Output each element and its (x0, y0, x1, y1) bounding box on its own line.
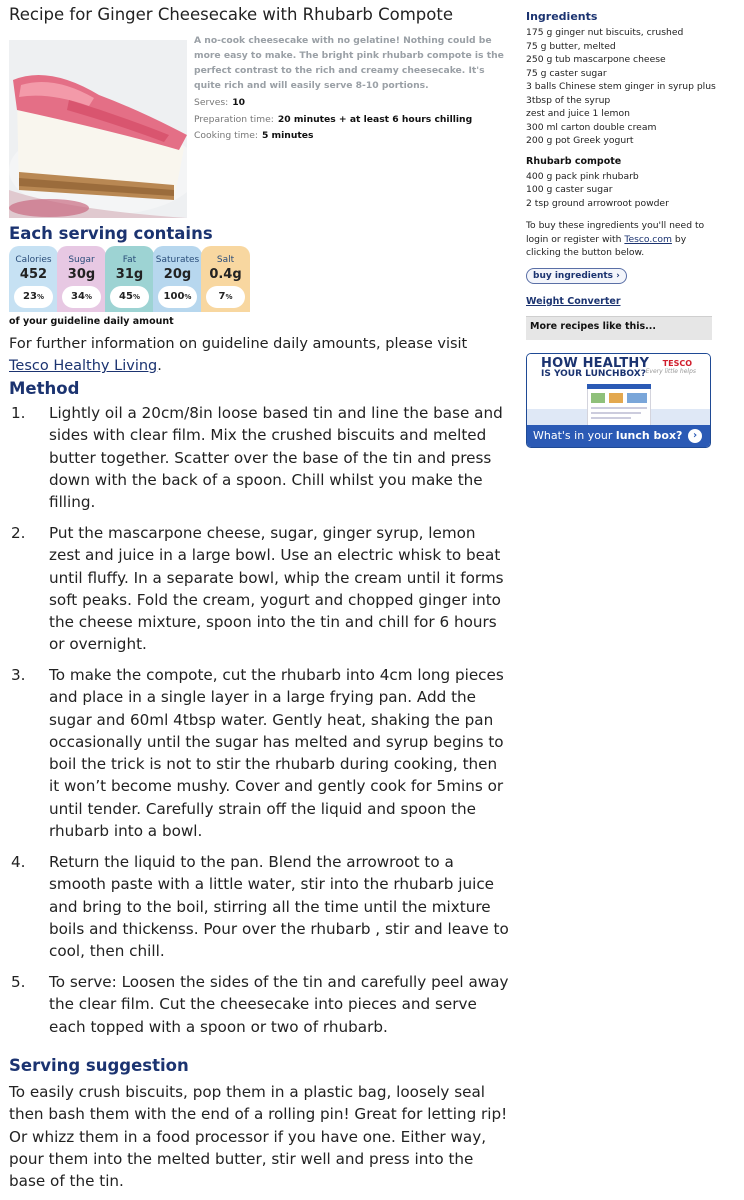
compote-heading: Rhubarb compote (526, 155, 622, 167)
gda-percent: 45% (110, 286, 149, 308)
screenshot-thumbnail-icon (587, 384, 651, 426)
sidebar (526, 10, 716, 448)
page-title: Recipe for Ginger Cheesecake with Rhubarb Compote (9, 5, 453, 24)
serves-label: Serves: (194, 97, 229, 108)
ingredient-item: 200 g pot Greek yogurt (526, 135, 634, 146)
banner-cta: What's in your lunch box? › (527, 425, 710, 447)
step-text: Lightly oil a 20cm/8in loose based tin and line the base and sides with clear film. Mix the crushed biscuits and melted butter together. Scatter over the base of the tin and press down with the back of a spoon. Chill whilst you make the filling. (49, 404, 503, 512)
gda-sugar (57, 246, 106, 312)
gda-label: Salt (216, 255, 235, 265)
ingredient-item: 3 balls Chinese stem ginger in syrup plus (526, 81, 716, 92)
serving-suggestion-heading: Serving suggestion (9, 1056, 189, 1075)
gda-percent: 34% (62, 286, 101, 308)
tesco-com-link[interactable]: Tesco.com (624, 233, 672, 245)
tesco-logo: TESCO (662, 358, 692, 368)
gda-value: 452 (19, 267, 48, 282)
cook-label: Cooking time: (194, 130, 258, 141)
gda-info-text: For further information on guideline daily amounts, please visit Tesco Healthy Living. (9, 336, 468, 374)
gda-value: 30g (67, 267, 96, 282)
gda-fat (105, 246, 154, 312)
compote-item: 2 tsp ground arrowroot powder (526, 197, 669, 209)
ingredient-item: 175 g ginger nut biscuits, crushed (526, 27, 684, 38)
compote-item: 100 g caster sugar (526, 184, 613, 195)
ingredient-item: 75 g caster sugar (526, 67, 607, 79)
banner-subtitle: IS YOUR LUNCHBOX? (541, 368, 646, 379)
compote-item: 400 g pack pink rhubarb (526, 170, 639, 182)
tesco-tagline: Every little helps (645, 367, 696, 375)
cheesecake-photo (9, 40, 187, 218)
step-text: Put the mascarpone cheese, sugar, ginger syrup, lemon zest and juice in a large bowl. Use an electric whisk to beat until fluffy. In a separate bowl, whip the cream until it forms soft peaks. Fold the cream, yogurt and chopped ginger into the cheese mixture, spoon into the tin and chill for 6 hours or overnight. (49, 524, 504, 654)
prep-time-row (194, 114, 472, 125)
gda-label: Calories (15, 255, 52, 265)
gda-label: Saturates (155, 255, 200, 265)
gda-saturates (153, 246, 202, 312)
gda-percent: 100% (158, 286, 197, 308)
ingredient-item: 300 ml carton double cream (526, 121, 657, 133)
buy-instructions: To buy these ingredients you'll need to login or register with Tesco.com by clicking the button below. (526, 220, 705, 258)
recipe-intro: A no-cook cheesecake with no gelatine! Nothing could be more easy to make. The bright pink rhubarb compote is the perfect contrast to the rich and creamy cheesecake. It's quite rich and will easily serve 8-10 portions. (194, 35, 504, 91)
ingredient-item: 250 g tub mascarpone cheese (526, 54, 666, 65)
step-text: Return the liquid to the pan. Blend the arrowroot to a smooth paste with a little water, stir into the rhubarb juice and bring to the boil, stirring all the time until the mixture boils and thickenss. Pour over the rhubarb , stir and leave to cool, then chill. (49, 853, 509, 961)
gda-value: 31g (115, 267, 144, 282)
gda-label: Fat (122, 255, 137, 265)
tesco-healthy-living-link[interactable]: Tesco Healthy Living (9, 358, 158, 374)
ingredient-item: 3tbsp of the syrup (526, 94, 611, 106)
step-number: 5. (11, 973, 26, 991)
gda-value: 0.4g (209, 267, 242, 282)
lunchbox-banner[interactable] (526, 353, 711, 448)
step-number: 2. (11, 524, 26, 542)
weight-converter-link[interactable]: Weight Converter (526, 295, 621, 307)
step-number: 4. (11, 853, 26, 871)
serves-value: 10 (232, 97, 246, 108)
cook-time-row (194, 130, 313, 141)
gda-salt (201, 246, 250, 312)
serving-heading: Each serving contains (9, 224, 213, 243)
ingredient-item: zest and juice 1 lemon (526, 108, 630, 119)
step-number: 1. (11, 404, 26, 422)
prep-value: 20 minutes + at least 6 hours chilling (277, 114, 473, 125)
gda-label: Sugar (68, 255, 95, 265)
step-text: To make the compote, cut the rhubarb into 4cm long pieces and place in a single layer in a large frying pan. Add the sugar and 60ml 4tbsp water. Gently heat, shaking the pan occasionally until the sugar has melted and syrup begins to boil the trick is not to stir the rhubarb during cooking, then it won’t become mushy. Cover and gently cook for 5mins or until tender. Carefully strain off the liquid and spoon the rhubarb into a bowl. (49, 666, 504, 841)
ingredients-list (526, 26, 716, 148)
gda-percent: 7% (206, 286, 245, 308)
chevron-right-icon: › (616, 270, 620, 281)
buy-ingredients-button[interactable]: buy ingredients › (526, 268, 627, 284)
step-text: To serve: Loosen the sides of the tin and carefully peel away the clear film. Cut the cheesecake into pieces and serve each topped with a spoon or two of rhubarb. (49, 973, 509, 1036)
ingredient-item: 75 g butter, melted (526, 40, 616, 52)
banner-title: HOW HEALTHY (541, 355, 650, 371)
method-heading: Method (9, 379, 80, 398)
ingredients-heading: Ingredients (526, 10, 598, 23)
cook-value: 5 minutes (261, 130, 314, 141)
serves-row (194, 97, 245, 108)
gda-calories (9, 246, 58, 312)
gda-panel (9, 246, 249, 312)
prep-label: Preparation time: (194, 114, 274, 125)
gda-percent: 23% (14, 286, 53, 308)
gda-value: 20g (163, 267, 192, 282)
compote-list (526, 170, 716, 211)
serving-suggestion-text: To easily crush biscuits, pop them in a plastic bag, loosely seal then bash them with the end of a rolling pin! Great for letting rip! Or whizz them in a food processor if you have one. Either way, pour them into the melted butter, stir well and press into the base of the tin. (9, 1083, 508, 1191)
gda-footnote: of your guideline daily amount (9, 316, 174, 327)
arrow-right-icon: › (688, 429, 702, 443)
more-recipes-header: More recipes like this... (526, 316, 712, 340)
step-number: 3. (11, 666, 26, 684)
